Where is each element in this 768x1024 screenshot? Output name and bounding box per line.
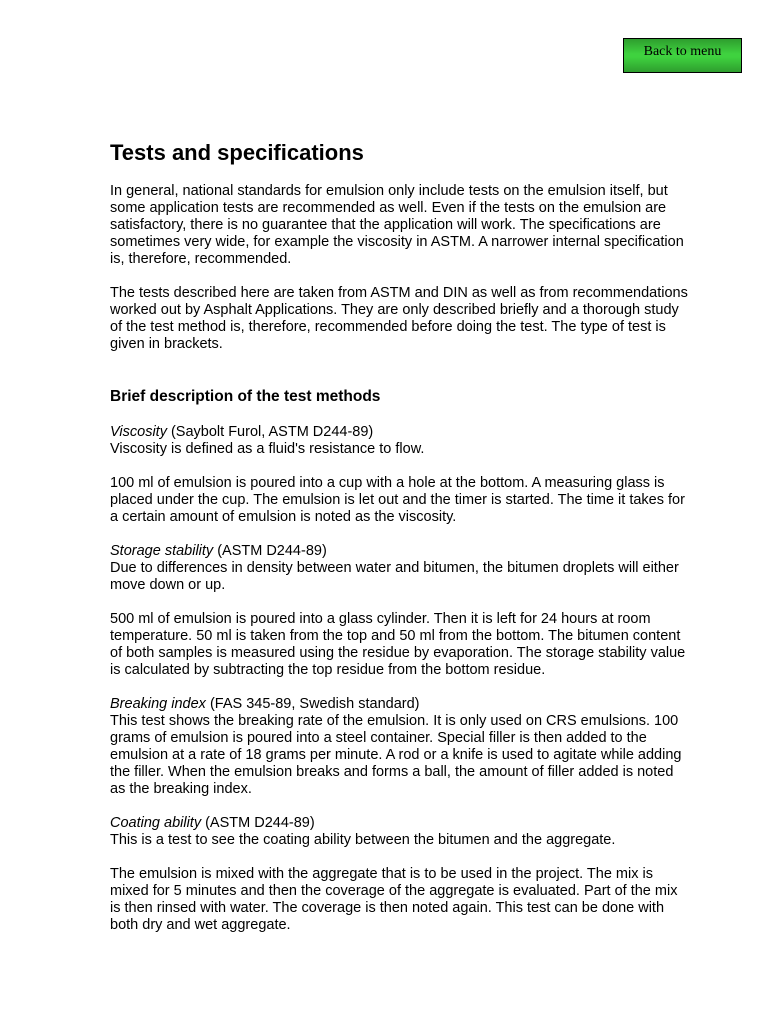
test-standard: (Saybolt Furol, ASTM D244-89) <box>166 424 374 440</box>
test-procedure: The emulsion is mixed with the aggregate that is to be used in the project. The mix is mixed for 5 minutes and then the coverage of the aggregate is evaluated. Part of the mix is then rinsed with water. The coverage is then noted again. This test can be done with both dry and wet aggregate. <box>110 866 678 933</box>
document-body <box>110 139 690 934</box>
test-heading-breaking-index <box>110 696 690 713</box>
test-definition: Viscosity is defined as a fluid's resistance to flow. <box>110 441 425 457</box>
test-standard: (FAS 345-89, Swedish standard) <box>205 696 420 712</box>
test-name: Coating ability <box>110 815 202 831</box>
test-procedure: 100 ml of emulsion is poured into a cup with a hole at the bottom. A measuring glass is placed under the cup. The emulsion is let out and the timer is started. The time it takes for a certain amount of emulsion is noted as the viscosity. <box>110 475 685 525</box>
test-definition: This test shows the breaking rate of the emulsion. It is only used on CRS emulsions. 100 grams of emulsion is poured into a steel container. Special filler is then added to the emulsion at a rate of 18 grams per minute. A rod or a knife is used to agitate while adding the filler. When the emulsion breaks and forms a ball, the amount of filler added is noted as the breaking index. <box>110 713 682 797</box>
intro-paragraph-2: The tests described here are taken from ASTM and DIN as well as from recommendations worked out by Asphalt Applications. They are only described briefly and a thorough study of the test method is, therefore, recommended before doing the test. The type of test is given in brackets. <box>110 285 688 352</box>
test-name: Breaking index <box>110 696 206 712</box>
test-heading-coating-ability <box>110 815 690 832</box>
back-to-menu-button[interactable]: Back to menu <box>623 38 742 73</box>
test-name: Storage stability <box>110 543 214 559</box>
test-procedure: 500 ml of emulsion is poured into a glass cylinder. Then it is left for 24 hours at room temperature. 50 ml is taken from the top and 50 ml from the bottom. The bitumen content of both samples is measured using the residue by evaporation. The storage stability value is calculated by subtracting the top residue from the bottom residue. <box>110 611 686 678</box>
test-definition: This is a test to see the coating ability between the bitumen and the aggregate. <box>110 832 616 848</box>
test-standard: (ASTM D244-89) <box>213 543 327 559</box>
test-heading-storage-stability <box>110 543 690 560</box>
test-definition: Due to differences in density between water and bitumen, the bitumen droplets will either move down or up. <box>110 560 679 593</box>
test-name: Viscosity <box>110 424 167 440</box>
section-heading: Brief description of the test methods <box>110 388 381 405</box>
test-heading-viscosity <box>110 424 690 441</box>
test-standard: (ASTM D244-89) <box>201 815 315 831</box>
page-title: Tests and specifications <box>110 140 364 165</box>
intro-paragraph-1: In general, national standards for emulsion only include tests on the emulsion itself, but some application tests are recommended as well. Even if the tests on the emulsion are satisfactory, there is no guarantee that the application will work. The specifications are sometimes very wide, for example the viscosity in ASTM. A narrower internal specification is, therefore, recommended. <box>110 183 684 267</box>
